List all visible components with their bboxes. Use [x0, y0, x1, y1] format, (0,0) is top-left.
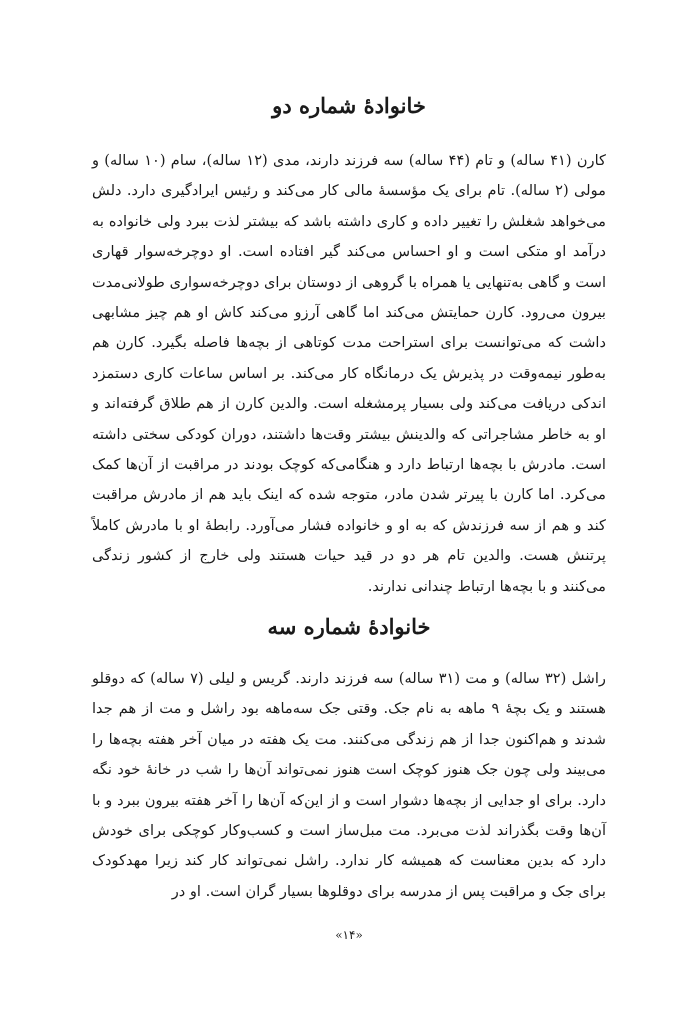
section-body-family-three: راشل (۳۲ ساله) و مت (۳۱ ساله) سه فرزند دارند. گریس و لیلی (۷ ساله) که دوقلو هستند و یک بچهٔ ۹ ماهه به نام جک. وقتی جک سه‌ماهه بود راشل و مت از هم جدا شدند و هم‌اکنون جدا از هم زندگی می‌کنند. مت یک هفته در میان آخر هفته بچه‌ها را می‌بیند ولی چون جک هنوز کوچک است هنوز نمی‌تواند آن‌ها را شب در خانهٔ خود نگه دارد. برای او جدایی از بچه‌ها دشوار است و از این‌که آن‌ها را آخر هفته بیرون ببرد و با آن‌ها وقت بگذراند لذت می‌برد. مت مبل‌ساز است و کسب‌وکار کوچکی برای خودش دارد که بدین معناست که همیشه کار ندارد. راشل نمی‌تواند کار کند زیرا مهدکودک برای جک و مراقبت پس از مدرسه برای دوقلوها بسیار گران است. او در: [92, 670, 606, 900]
page-number: «۱۴»: [335, 928, 363, 942]
document-page: [92, 0, 606, 1024]
section-body-family-two: کارن (۴۱ ساله) و تام (۴۴ ساله) سه فرزند دارند، مدی (۱۲ ساله)، سام (۱۰ ساله) و مولی (۲ ساله). تام برای یک مؤسسهٔ مالی کار می‌کند و رئیس ایرادگیری دارد. دلش می‌خواهد شغلش را تغییر داده و کاری داشته باشد که بیشتر لذت ببرد ولی خانواده به درآمد او متکی است و او احساس می‌کند گیر افتاده است. او دوچرخه‌سوار قهاری است و گاهی به‌تنهایی یا همراه با گروهی از دوستان برای دوچرخه‌سواری طولانی‌مدت بیرون می‌رود. کارن حمایتش می‌کند اما گاهی آرزو می‌کند کاش او هم چیز مشابهی داشت که می‌توانست برای استراحت مدت کوتاهی از بچه‌ها فاصله بگیرد. کارن هم به‌طور نیمه‌وقت در پذیرش یک درمانگاه کار می‌کند. بر اساس ساعات کاری دستمزد اندکی دریافت می‌کند ولی بسیار پرمشغله است. والدین کارن از هم طلاق گرفته‌اند و او به خاطر مشاجراتی که والدینش بیشتر وقت‌ها داشتند، دوران کودکی سختی داشته است. مادرش با بچه‌ها ارتباط دارد و هنگامی‌که کوچک بودند در مراقبت از آن‌ها کمک می‌کرد. اما کارن با پیرتر شدن مادر، متوجه شده که اینک باید هم از مادرش مراقبت کند و هم از سه فرزندش که به او و خانواده فشار می‌آورد. رابطهٔ او با مادرش کاملاً پرتنش هست. والدین تام هر دو در قید حیات هستند ولی خارج از کشور زندگی می‌کنند و با بچه‌ها ارتباط چندانی ندارند.: [92, 152, 607, 595]
section-title-family-three: خانوادهٔ شماره سه: [267, 614, 431, 639]
section-title-family-two: خانوادهٔ شماره دو: [272, 93, 426, 118]
